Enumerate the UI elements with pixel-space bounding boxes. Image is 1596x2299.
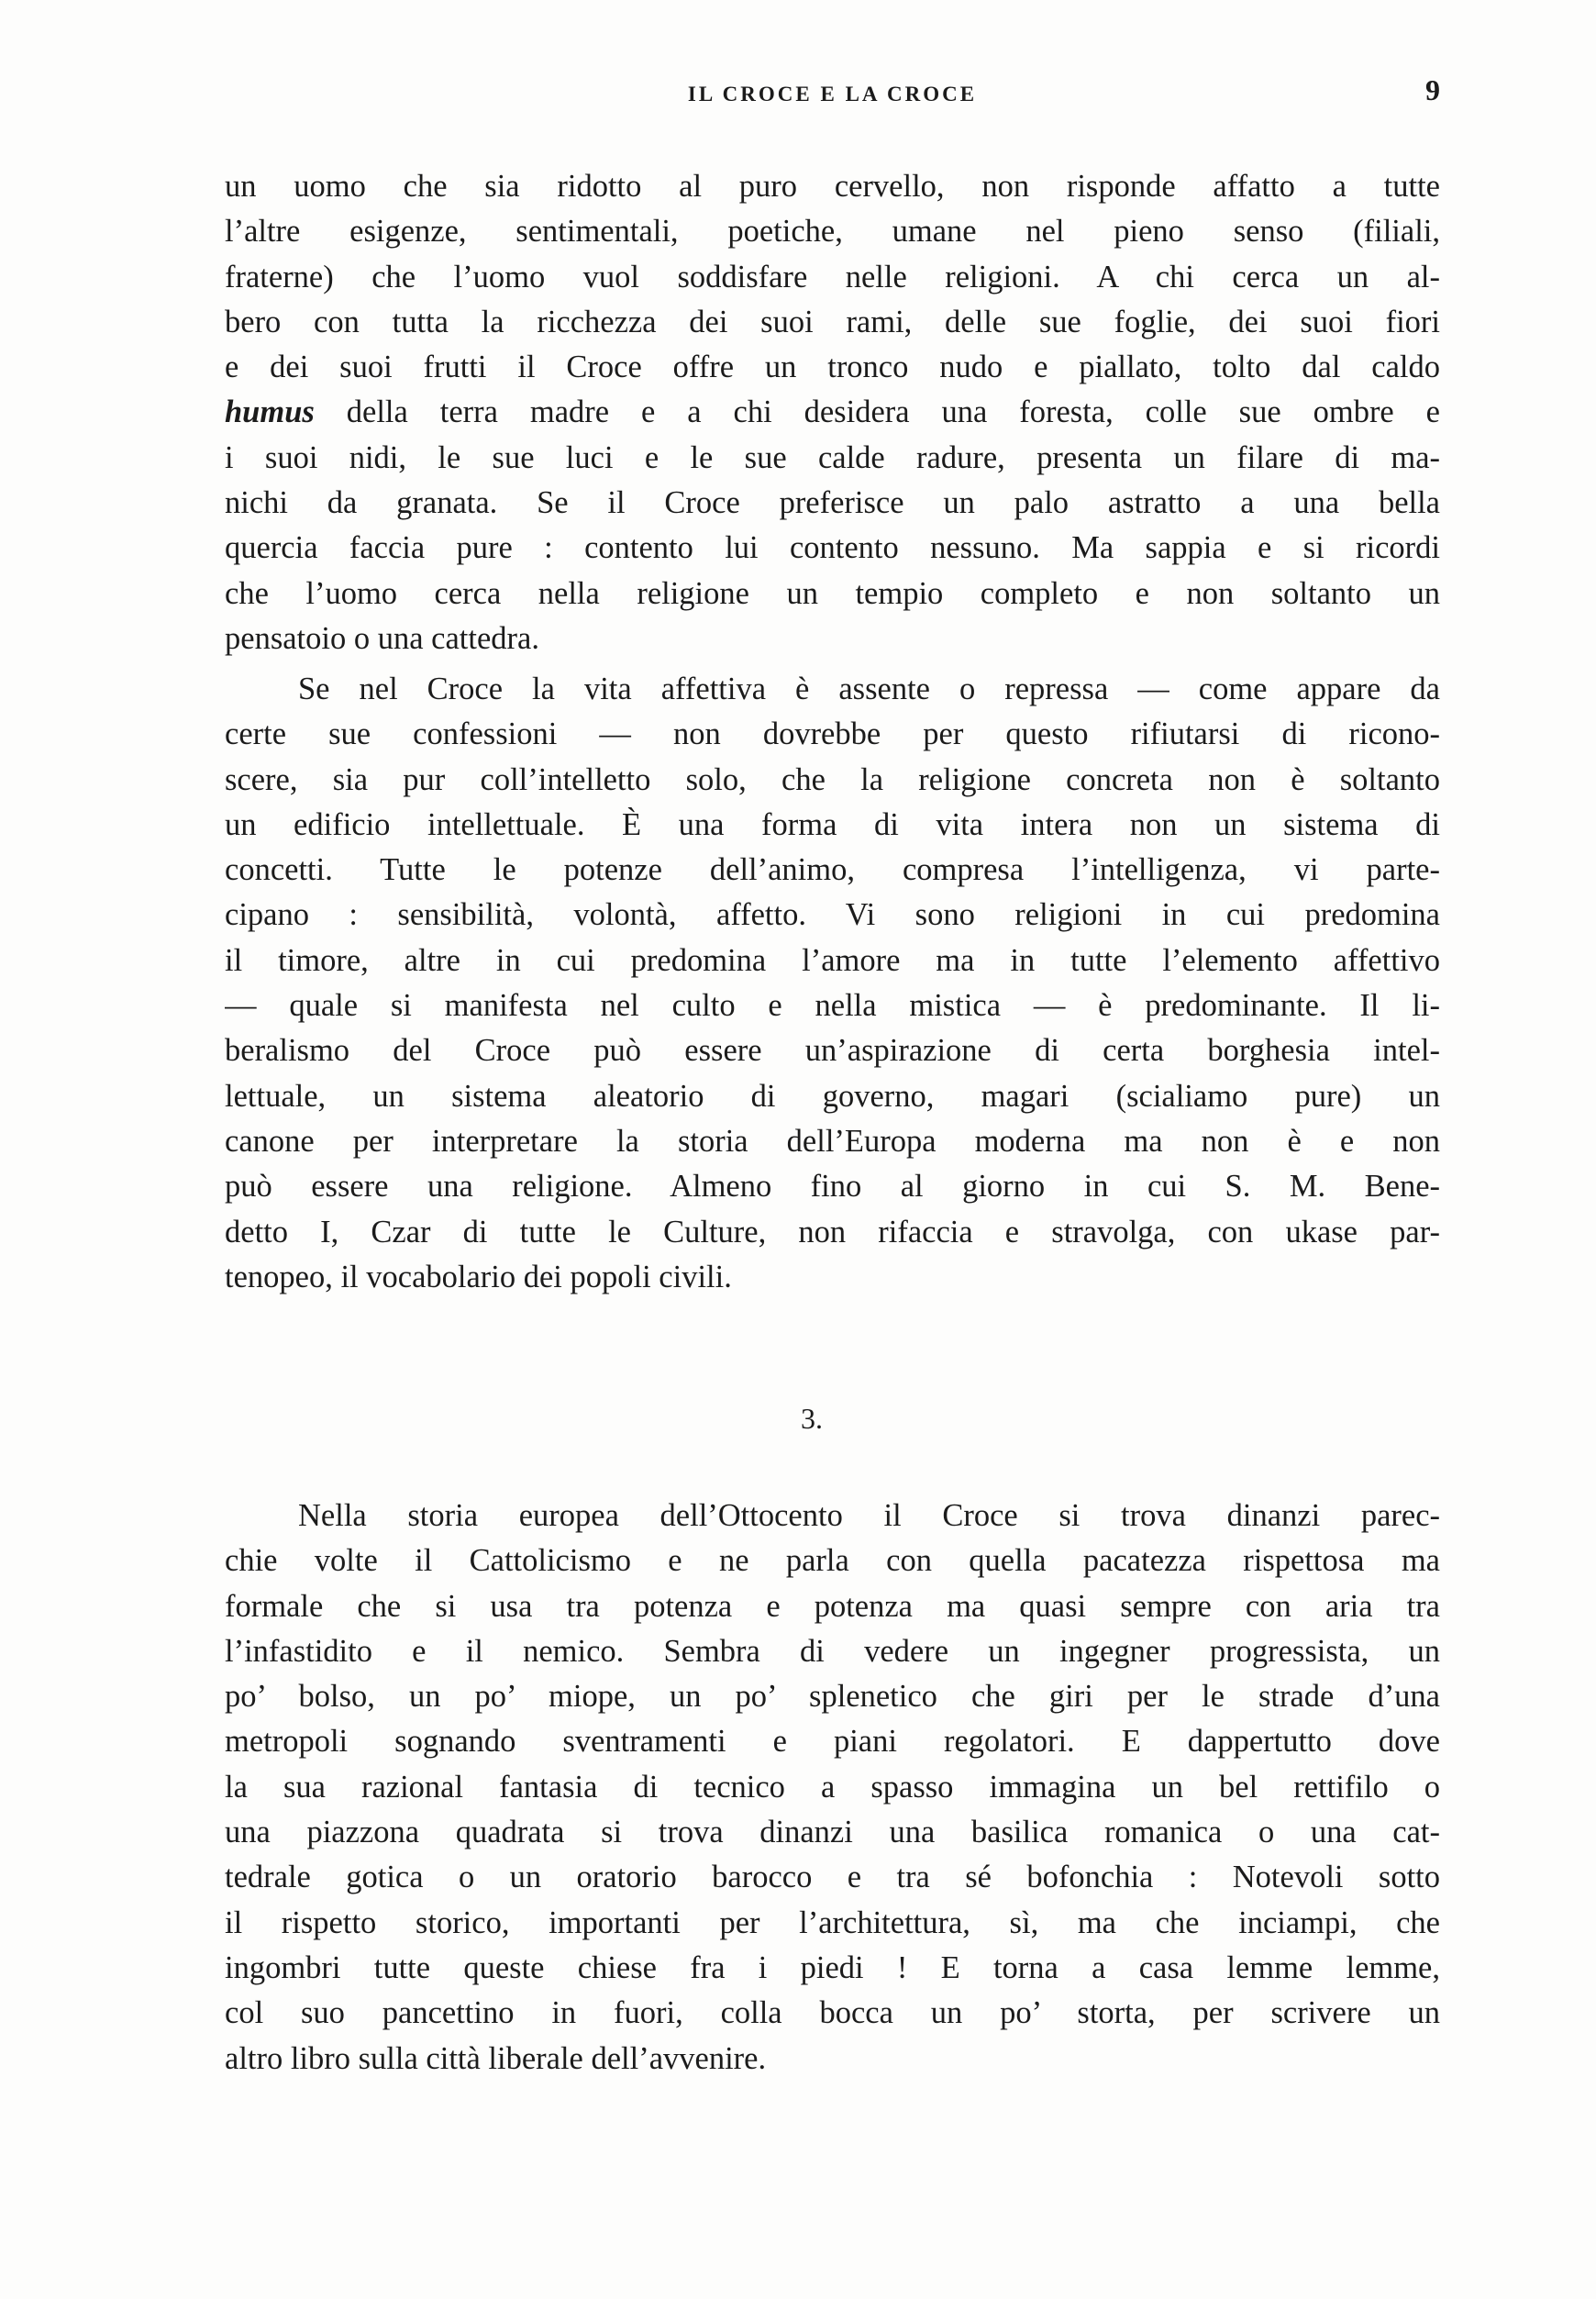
text-line: i suoi nidi, le sue luci e le sue calde radure, presenta un filare di ma- [225,439,1440,475]
running-title: IL CROCE E LA CROCE [687,83,978,106]
text-line: il timore, altre in cui predomina l’amore ma in tutte l’elemento affettivo [225,942,1440,978]
text-line: la sua razional fantasia di tecnico a spasso immagina un bel rettifilo o [225,1769,1440,1805]
text-line: tenopeo, il vocabolario dei popoli civili. [225,1259,732,1294]
text-line: po’ bolso, un po’ miope, un po’ splenetico che giri per le strade d’una [225,1679,1440,1715]
paragraph-2 [225,667,1440,1300]
italic-word: humus [225,394,315,430]
text-line: e dei suoi frutti il Croce offre un tronco nudo e piallato, tolto dal caldo [225,350,1440,385]
text-line: chie volte il Cattolicismo e ne parla con quella pacatezza rispettosa ma [225,1543,1440,1579]
text-line: nichi da granata. Se il Croce preferisce un palo astratto a una bella [225,485,1440,521]
paragraph-1 [225,164,1440,661]
text-line: l’infastidito e il nemico. Sembra di vedere un ingegner progressista, un [225,1633,1440,1669]
text-line: scere, sia pur coll’intelletto solo, che la religione concreta non è soltanto [225,761,1440,797]
text-line: lettuale, un sistema aleatorio di governo, magari (scialiamo pure) un [225,1078,1440,1114]
text-line: fraterne) che l’uomo vuol soddisfare nelle religioni. A chi cerca un al- [225,259,1440,294]
text-line: metropoli sognando sventramenti e piani regolatori. E dappertutto dove [225,1724,1440,1760]
text-line: canone per interpretare la storia dell’Europa moderna ma non è e non [225,1123,1440,1159]
text-line: detto I, Czar di tutte le Culture, non rifaccia e stravolga, con ukase par- [225,1214,1440,1249]
text-line-with-italic [225,390,1440,435]
text-line: bero con tutta la ricchezza dei suoi rami, delle sue foglie, dei suoi fiori [225,304,1440,339]
text-line: pensatoio o una cattedra. [225,620,539,656]
text-line: — quale si manifesta nel culto e nella mistica — è predominante. Il li- [225,988,1440,1024]
text-line: beralismo del Croce può essere un’aspirazione di certa borghesia intel- [225,1033,1440,1069]
text-line: può essere una religione. Almeno fino al giorno in cui S. M. Bene- [225,1169,1440,1205]
section-number: 3. [801,1402,823,1435]
text-line: un uomo che sia ridotto al puro cervello, non risponde affatto a tutte [225,169,1440,204]
text-line: col suo pancettino in fuori, colla bocca un po’ storta, per scrivere un [225,1995,1440,2031]
text-line: l’altre esigenze, sentimentali, poetiche, umane nel pieno senso (filiali, [225,214,1440,250]
text-line: che l’uomo cerca nella religione un tempio completo e non soltanto un [225,575,1440,611]
paragraph-3 [225,1494,1440,2082]
running-head [225,73,1440,110]
text-line: Se nel Croce la vita affettiva è assente o repressa — come appare da [298,672,1440,706]
text-line: cipano : sensibilità, volontà, affetto. Vi sono religioni in cui predomina [225,897,1440,933]
text-line: una piazzona quadrata si trova dinanzi una basilica romanica o una cat- [225,1815,1440,1850]
text-line: tedrale gotica o un oratorio barocco e tra sé bofonchia : Notevoli sotto [225,1860,1440,1895]
text-line: un edificio intellettuale. È una forma di vita intera non un sistema di [225,806,1440,842]
page-number: 9 [1425,73,1440,106]
text-line: il rispetto storico, importanti per l’architettura, sì, ma che inciampi, che [225,1905,1440,1940]
text-line: Nella storia europea dell’Ottocento il Croce si trova dinanzi parec- [298,1498,1440,1533]
text-line: concetti. Tutte le potenze dell’animo, compresa l’intelligenza, vi parte- [225,852,1440,888]
text-line-rest: della terra madre e a chi desidera una foresta, colle sue ombre e [314,394,1440,430]
text-line: altro libro sulla città liberale dell’avvenire. [225,2040,767,2076]
text-line: quercia faccia pure : contento lui contento nessuno. Ma sappia e si ricordi [225,530,1440,566]
text-line: certe sue confessioni — non dovrebbe per questo rifiutarsi di ricono- [225,716,1440,752]
text-line: formale che si usa tra potenza e potenza ma quasi sempre con aria tra [225,1588,1440,1624]
text-line: ingombri tutte queste chiese fra i piedi ! E torna a casa lemme lemme, [225,1949,1440,1985]
